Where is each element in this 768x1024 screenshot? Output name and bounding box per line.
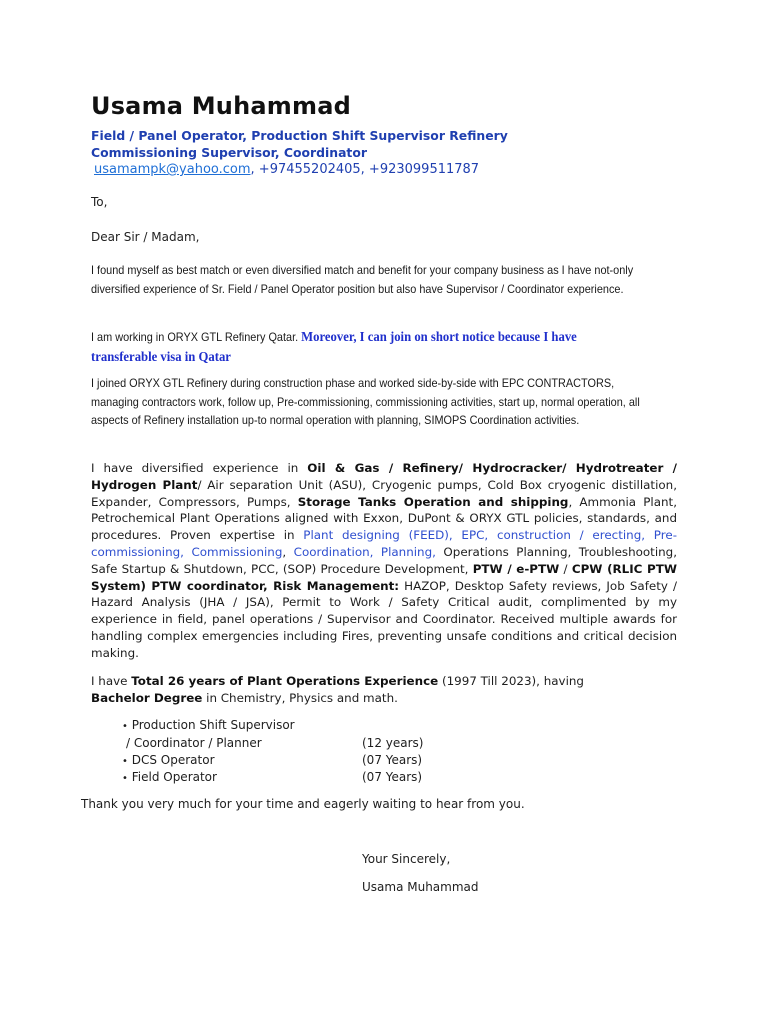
exp-text: , Ammonia Plant, Petrochemical Plant Operations aligned with Exxon, DuPont & ORYX GTL policies, standards, and procedures. Proven expertise in [91,494,677,543]
sign-off: Your Sincerely, [362,852,451,866]
summary-total-years: Total 26 years of Plant Operations Experience [131,674,439,688]
email-link[interactable]: usamampk@yahoo.com [94,162,251,177]
bullet-icon: • [122,773,128,784]
thanks-line: Thank you very much for your time and eagerly waiting to hear from you. [81,797,525,811]
salutation-dear: Dear Sir / Madam, [91,230,200,244]
phone-numbers: , +97455202405, +923099511787 [250,162,480,177]
exp-text: / Air separation Unit (ASU), Cryogenic pumps, Cold Box cryogenic distillation, Expander, Compressors, Pumps, [91,477,677,509]
contact-line [94,162,479,177]
salutation-to: To, [91,195,108,209]
exp-bold-ptw: PTW / e-PTW [472,561,560,576]
role-label: Field Operator [131,770,217,784]
role-label: Production Shift Supervisor [131,718,295,732]
role-label: DCS Operator [131,753,215,767]
summary-degree: Bachelor Degree [91,690,203,705]
join-notice-highlight: Moreover, I can join on short notice because I have transferable visa in Qatar [91,329,577,364]
summary-paragraph [91,673,677,707]
intro-paragraph-1 [91,262,641,299]
role-years: (12 years) [362,736,424,750]
exp-bold-storage: Storage Tanks Operation and shipping [297,494,569,509]
exp-text: Operations Planning, Troubleshooting, Safe Startup & Shutdown, PCC, (SOP) Procedure Development, [91,544,678,576]
role-years: (07 Years) [362,770,423,784]
summary-text: in Chemistry, Physics and math. [202,690,398,705]
experience-paragraph [91,460,677,662]
exp-bold-cpw: CPW (RLIC PTW System) PTW coordinator, Risk Management: [91,561,677,593]
job-titles-line-2: Commissioning Supervisor, Coordinator [91,145,367,160]
exp-blue-design: Plant designing (FEED), EPC, construction / erecting, Pre-commissioning, Commissioning [91,528,677,559]
summary-text: I have [91,674,132,688]
list-item [122,770,217,784]
bullet-icon: • [122,756,128,767]
list-item [122,753,215,767]
role-years: (07 Years) [362,753,423,767]
intro-text-2: I am working in ORYX GTL Refinery Qatar. [91,331,302,344]
exp-blue-coordination: Coordination, Planning, [293,544,436,559]
exp-text: , [282,544,294,559]
job-titles-line-1: Field / Panel Operator, Production Shift Supervisor Refinery [91,128,508,143]
summary-text: (1997 Till 2023), having [438,674,584,688]
intro-paragraph-2 [91,328,641,367]
exp-text: HAZOP, Desktop Safety reviews, Job Safety / Hazard Analysis (JHA / JSA), Permit to Work / Safety Critical audit, complimented by my experience in field, panel operations / Supervisor and Coordinator. Received multiple awards for handling complex emergencies including Fires, preventing unsafe conditions and critical decision making. [91,578,677,660]
list-item [122,718,295,732]
intro-text-1: I found myself as best match or even diversified match and benefit for your company business as I have not-only diversified experience of Sr. Field / Panel Operator position but also have Supervisor / Coordinator experience. [91,264,634,296]
signature-name: Usama Muhammad [362,880,479,894]
exp-text: / [559,561,572,576]
exp-text: I have diversified experience in [91,461,308,475]
bullet-icon: • [122,721,128,732]
intro-text-3: I joined ORYX GTL Refinery during construction phase and worked side-by-side with EPC CONTRACTORS, managing contractors work, follow up, Pre-commissioning, commissioning activities, start up, normal operation, all aspects of Refinery installation up-to normal operation with planning, SIMOPS Coordination activities. [91,377,640,428]
applicant-name: Usama Muhammad [91,92,351,120]
role-label-continuation: / Coordinator / Planner [126,736,262,750]
exp-bold-sectors: Oil & Gas / Refinery/ Hydrocracker/ Hydrotreater / Hydrogen Plant [91,461,677,492]
intro-paragraph-3 [91,375,641,431]
